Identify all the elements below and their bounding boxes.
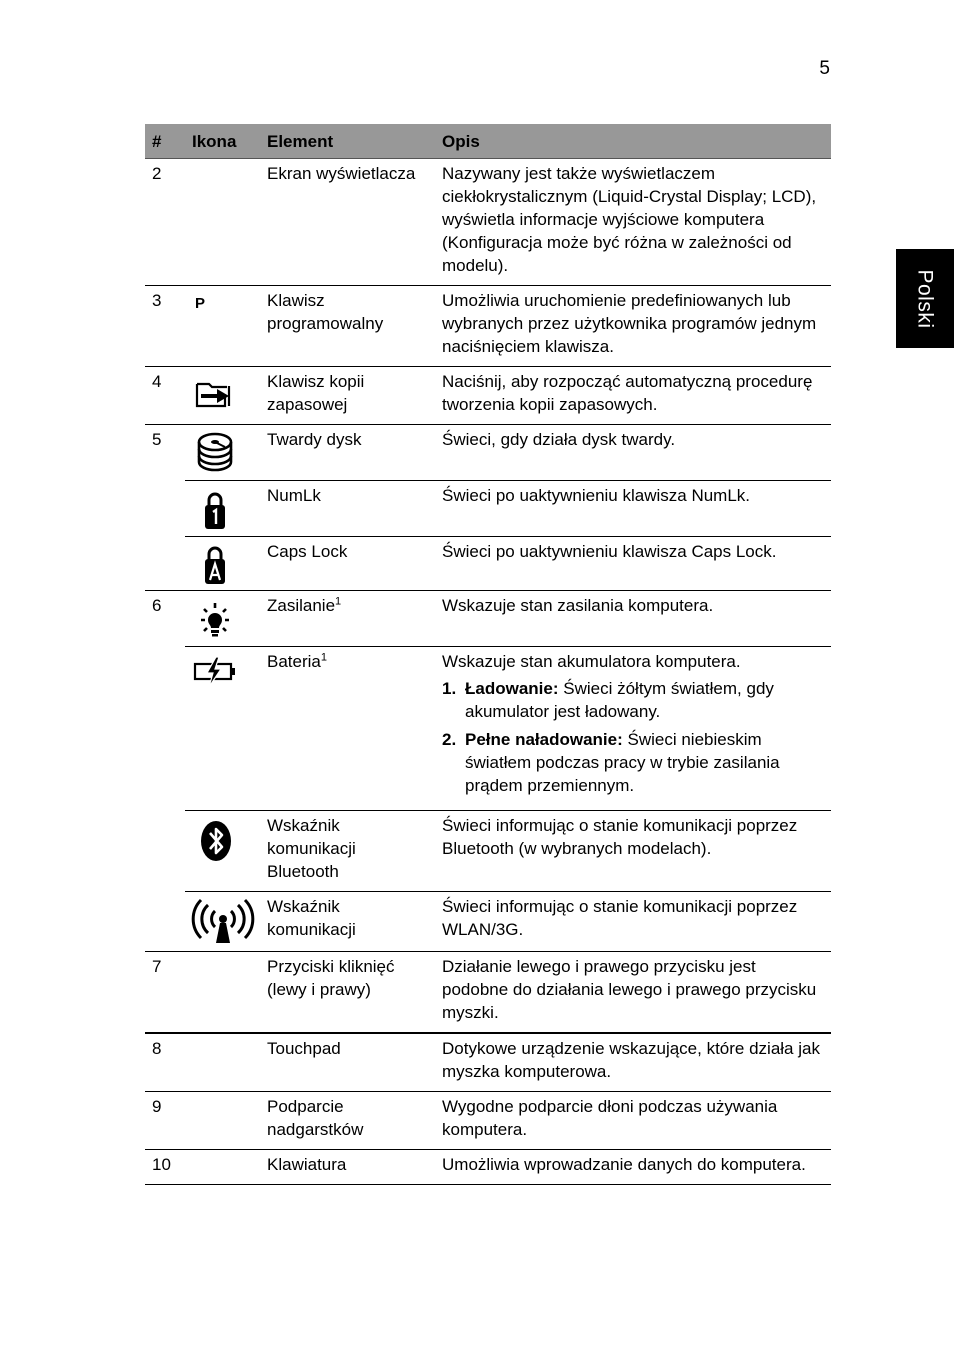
row-description: Naciśnij, aby rozpocząć automatyczną procedurę tworzenia kopii zapasowych. [434,367,831,425]
table-row [145,892,831,952]
list-item [442,677,823,723]
row-icon-cell [185,952,259,1034]
language-tab [896,249,954,348]
table-row [145,286,831,367]
row-description: Umożliwia uruchomienie predefiniowanych lub wybranych przez użytkownika programów jednym naciśnięciem klawisza. [434,286,831,367]
list-item-text: Świeci niebieskim światłem podczas pracy w trybie zasilania prądem przemiennym. [465,730,780,795]
row-description-text: Wskazuje stan akumulatora komputera. [442,652,741,671]
row-icon-cell [185,811,259,892]
row-description: Wygodne podparcie dłoni podczas używania komputera. [434,1092,831,1150]
row-icon-cell [185,537,259,591]
row-icon-cell [185,286,259,367]
backup-key-icon [191,372,239,412]
numlock-icon [191,486,239,532]
header-description: Opis [434,124,831,159]
table-row [145,481,831,537]
table-row [145,952,831,1034]
row-element-text: Bateria [267,652,321,671]
row-description: Świeci informując o stanie komunikacji poprzez Bluetooth (w wybranych modelach). [434,811,831,892]
row-element: Ekran wyświetlacza [259,159,434,286]
table-row [145,367,831,425]
language-tab-label: Polski [914,268,937,329]
power-light-icon [191,596,239,642]
row-element: Wskaźnik komunikacji Bluetooth [259,811,434,892]
table-row [145,425,831,481]
row-icon-cell [185,1092,259,1150]
list-item-number: 1. [442,679,457,698]
row-icon-cell [185,159,259,286]
page-number: 5 [819,58,830,79]
row-element: Klawisz kopii zapasowej [259,367,434,425]
row-icon-cell [185,591,259,647]
row-number: 7 [145,952,185,1034]
row-number [145,892,185,952]
row-description: Działanie lewego i prawego przycisku jest podobne do działania lewego i prawego przycisku myszki. [434,952,831,1034]
row-element: Przyciski kliknięć (lewy i prawy) [259,952,434,1034]
row-description: Świeci po uaktywnieniu klawisza Caps Lock. [434,537,831,591]
row-number [145,811,185,892]
row-number: 2 [145,159,185,286]
row-icon-cell [185,481,259,537]
row-icon-cell [185,425,259,481]
row-description: Świeci informując o stanie komunikacji poprzez WLAN/3G. [434,892,831,952]
row-element [259,647,434,811]
row-icon-cell [185,647,259,811]
row-description: Nazywany jest także wyświetlaczem ciekłokrystalicznym (Liquid-Crystal Display; LCD), wyświetla informacje wyjściowe komputera (Konfiguracja może być różna w zależności od modelu). [434,159,831,286]
table-row [145,159,831,286]
header-num: # [145,124,185,159]
p-key-icon: P [195,295,206,312]
table-row [145,647,831,811]
row-element [259,591,434,647]
list-item-text: Świeci żółtym światłem, gdy akumulator jest ładowany. [465,679,774,721]
row-description: Świeci po uaktywnieniu klawisza NumLk. [434,481,831,537]
row-element: Podparcie nadgarstków [259,1092,434,1150]
row-element: Caps Lock [259,537,434,591]
row-element: Klawisz programowalny [259,286,434,367]
table-row [145,1033,831,1092]
row-description: Świeci, gdy działa dysk twardy. [434,425,831,481]
row-description [434,647,831,811]
row-description: Dotykowe urządzenie wskazujące, które działa jak myszka komputerowa. [434,1033,831,1092]
table-row [145,1092,831,1150]
row-icon-cell [185,367,259,425]
row-element: Klawiatura [259,1150,434,1185]
capslock-icon [191,542,239,586]
row-icon-cell [185,892,259,952]
list-item-label: Ładowanie: [465,679,559,698]
row-element: Wskaźnik komunikacji [259,892,434,952]
row-number [145,537,185,591]
row-number: 6 [152,596,162,615]
row-description: Umożliwia wprowadzanie danych do komputera. [434,1150,831,1185]
list-item [442,728,823,797]
bluetooth-icon [191,816,239,862]
table-row [145,537,831,591]
row-number: 5 [152,430,162,449]
list-item-label: Pełne naładowanie: [465,730,623,749]
list-item-number: 2. [442,730,457,749]
hard-disk-icon [191,430,239,476]
row-number: 9 [145,1092,185,1150]
battery-icon [191,652,239,692]
wireless-icon [191,897,255,947]
row-number: 10 [145,1150,185,1185]
row-number: 3 [145,286,185,367]
components-table [145,124,831,1185]
row-element: Twardy dysk [259,425,434,481]
row-number: 4 [145,367,185,425]
footnote-mark: 1 [320,651,327,664]
battery-status-list [442,677,823,797]
footnote-mark: 1 [335,595,342,608]
row-element: NumLk [259,481,434,537]
header-icon: Ikona [185,124,259,159]
row-description: Wskazuje stan zasilania komputera. [434,591,831,647]
row-element: Touchpad [259,1033,434,1092]
row-number [145,481,185,537]
table-row [145,591,831,647]
row-icon-cell [185,1033,259,1092]
row-number: 8 [145,1033,185,1092]
table-row [145,1150,831,1185]
header-element: Element [259,124,434,159]
table-header-row [145,124,831,159]
row-element-text: Zasilanie [267,596,336,615]
table-row [145,811,831,892]
row-icon-cell [185,1150,259,1185]
row-number [145,647,185,811]
